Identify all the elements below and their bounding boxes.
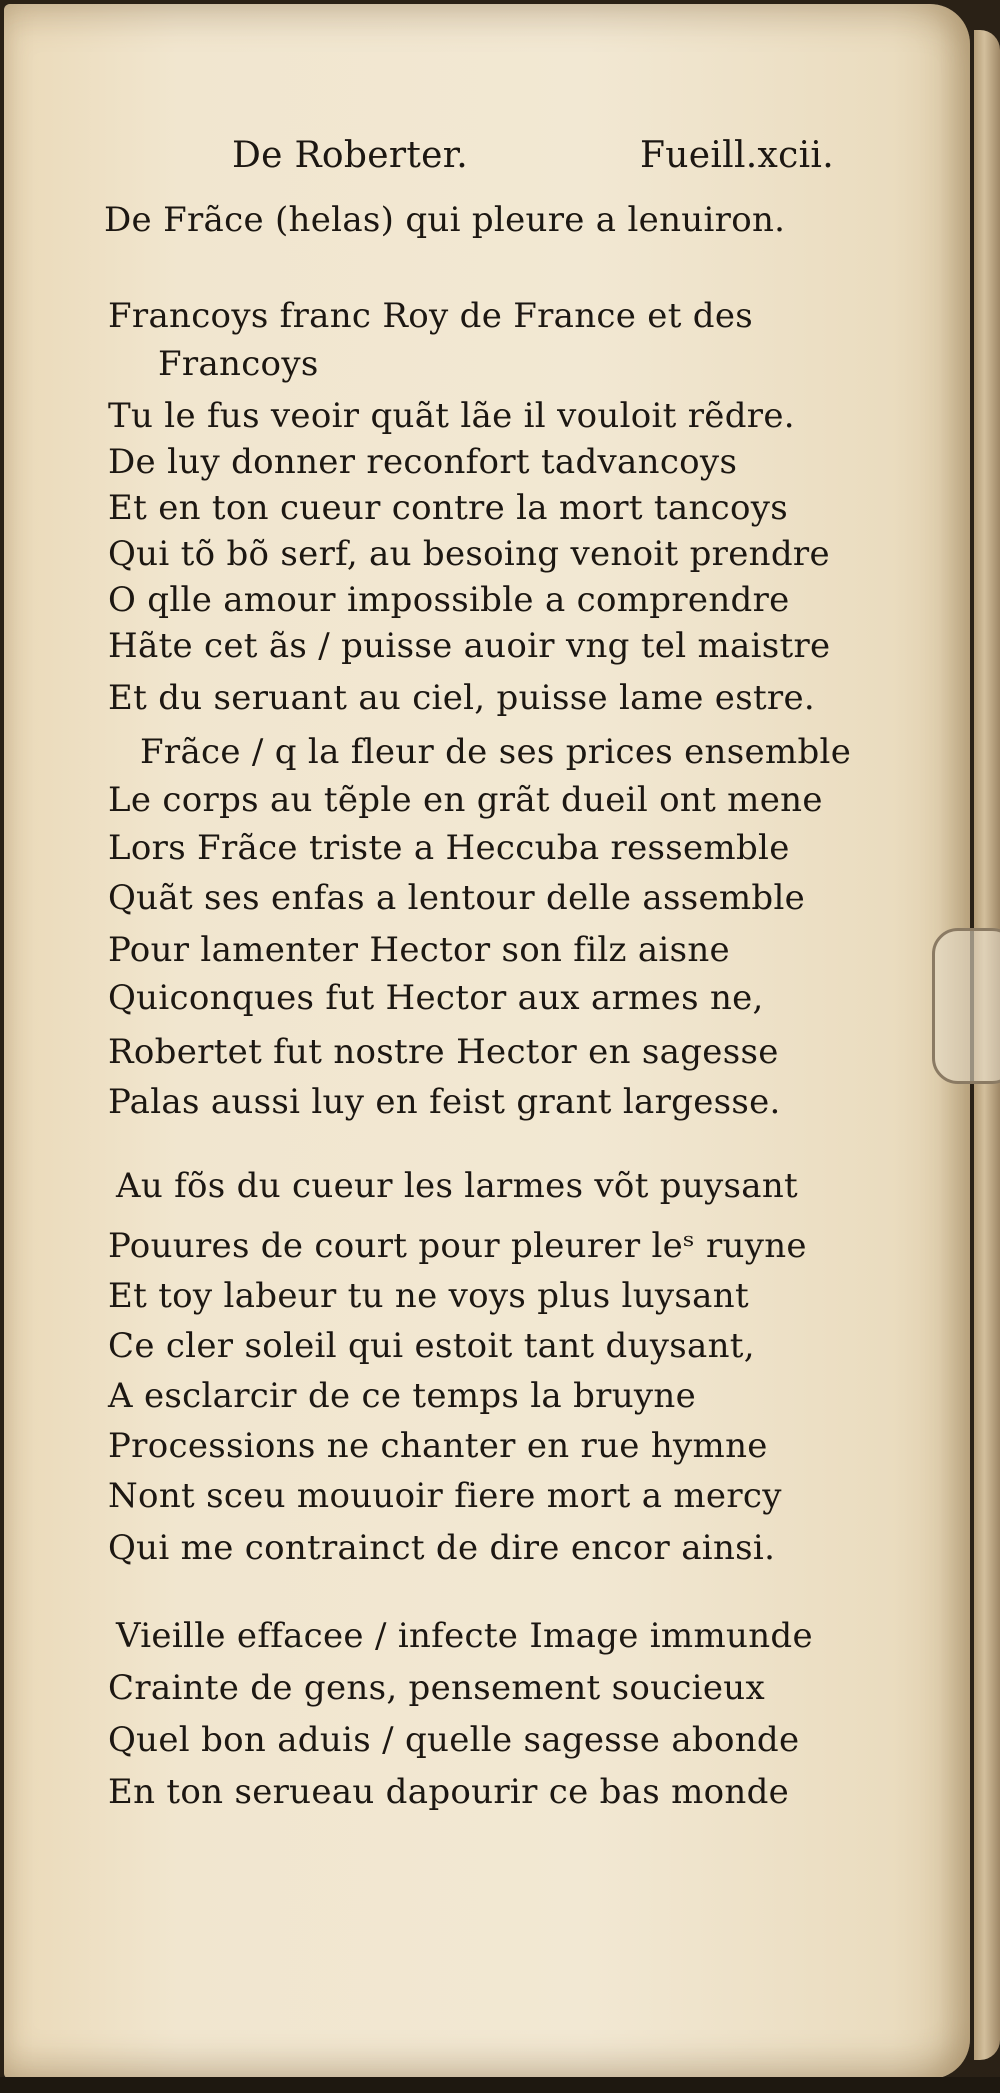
verse-line: O qlle amour impossible a comprendre — [108, 580, 790, 620]
verse-line: Et en ton cueur contre la mort tancoys — [108, 488, 789, 528]
verse-line: Qui tõ bõ serf, au besoing venoit prendre — [108, 534, 830, 574]
verse-line: Vieille effacee / infecte Image immunde — [116, 1616, 813, 1656]
verse-line: Tu le fus veoir quãt lãe il vouloit rẽdre. — [108, 396, 795, 436]
verse-line: De Frãce (helas) qui pleure a lenuiron. — [104, 200, 786, 240]
verse-line: Hãte cet ãs / puisse auoir vng tel maistre — [108, 626, 831, 666]
verse-line: Quel bon aduis / quelle sagesse abonde — [108, 1720, 800, 1760]
verse-line: Pour lamenter Hector son filz aisne — [108, 930, 730, 970]
verse-line: Processions ne chanter en rue hymne — [108, 1426, 768, 1466]
verse-line: De luy donner reconfort tadvancoys — [108, 442, 738, 482]
verse-line: Robertet fut nostre Hector en sagesse — [108, 1032, 779, 1072]
verse-line: En ton serueau dapourir ce bas monde — [108, 1772, 790, 1812]
verse-line: Pouures de court pour pleurer leˢ ruyne — [108, 1226, 807, 1266]
verse-line: Le corps au tẽple en grãt dueil ont mene — [108, 780, 823, 820]
verse-line: Et du seruant au ciel, puisse lame estre. — [108, 678, 816, 718]
verse-line: Nont sceu mouuoir fiere mort a mercy — [108, 1476, 782, 1516]
verse-line: Francoys — [158, 344, 319, 384]
verse-line: A esclarcir de ce temps la bruyne — [108, 1376, 697, 1416]
running-title: De Roberter. — [232, 135, 469, 176]
folio-number: Fueill.xcii. — [640, 135, 834, 176]
verse-line: Quiconques fut Hector aux armes ne, — [108, 978, 764, 1018]
verse-line: Crainte de gens, pensement soucieux — [108, 1668, 765, 1708]
verse-line: Au fõs du cueur les larmes võt puysant — [116, 1166, 799, 1206]
verse-line: Francoys franc Roy de France et des — [108, 296, 754, 336]
verse-line: Qui me contrainct de dire encor ainsi. — [108, 1528, 776, 1568]
verse-line: Et toy labeur tu ne voys plus luysant — [108, 1276, 749, 1316]
verse-line: Frãce / q la fleur de ses prices ensemble — [140, 732, 852, 772]
verse-line: Palas aussi luy en feist grant largesse. — [108, 1082, 781, 1122]
verse-line: Lors Frãce triste a Heccuba ressemble — [108, 828, 790, 868]
verse-line: Quãt ses enfas a lentour delle assemble — [108, 878, 806, 918]
verse-line: Ce cler soleil qui estoit tant duysant, — [108, 1326, 755, 1366]
